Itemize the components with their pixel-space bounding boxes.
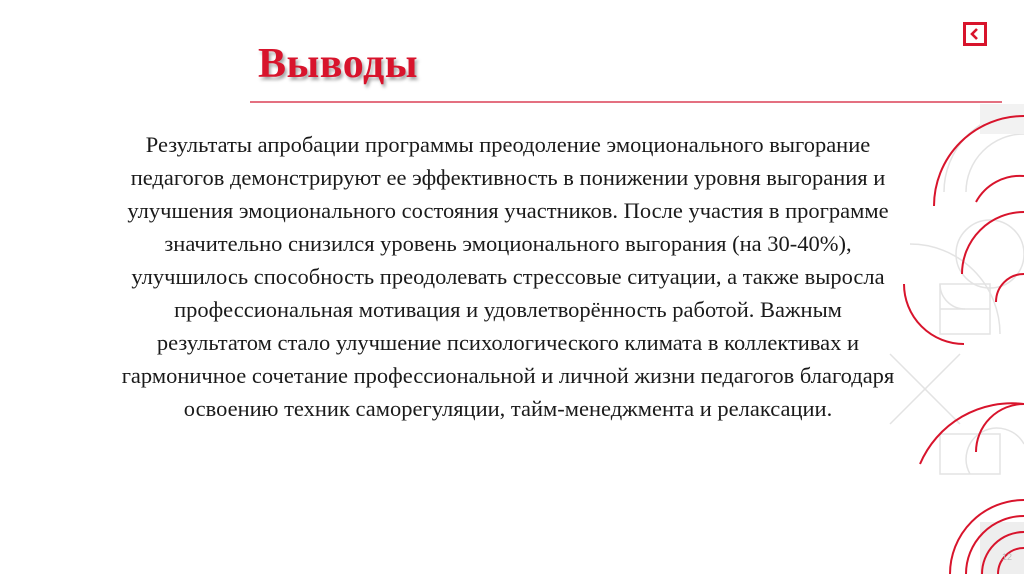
chevron-left-icon bbox=[969, 28, 981, 40]
body-paragraph: Результаты апробации программы преодоление эмоционального выгорание педагогов демонстрируют ее эффективность в понижении уровня выгорания и улучшения эмоционального состояния участников. После участия в программе значительно снизился уровень эмоционального выгорания (на 30-40%), улучшилось способность преодолевать стрессовые ситуации, а также выросла профессиональная мотивация и удовлетворённость работой. Важным результатом стало улучшение психологического климата в коллективах и гармоничное сочетание профессиональной и личной жизни педагогов благодаря освоению техник саморегуляции, тайм-менеджмента и релаксации. bbox=[121, 132, 895, 421]
page-number: 12 bbox=[1002, 552, 1013, 562]
title-divider bbox=[250, 101, 1002, 103]
decorative-geometry bbox=[880, 104, 1024, 574]
slide-title: Выводы bbox=[258, 41, 419, 87]
back-button[interactable] bbox=[963, 22, 987, 46]
